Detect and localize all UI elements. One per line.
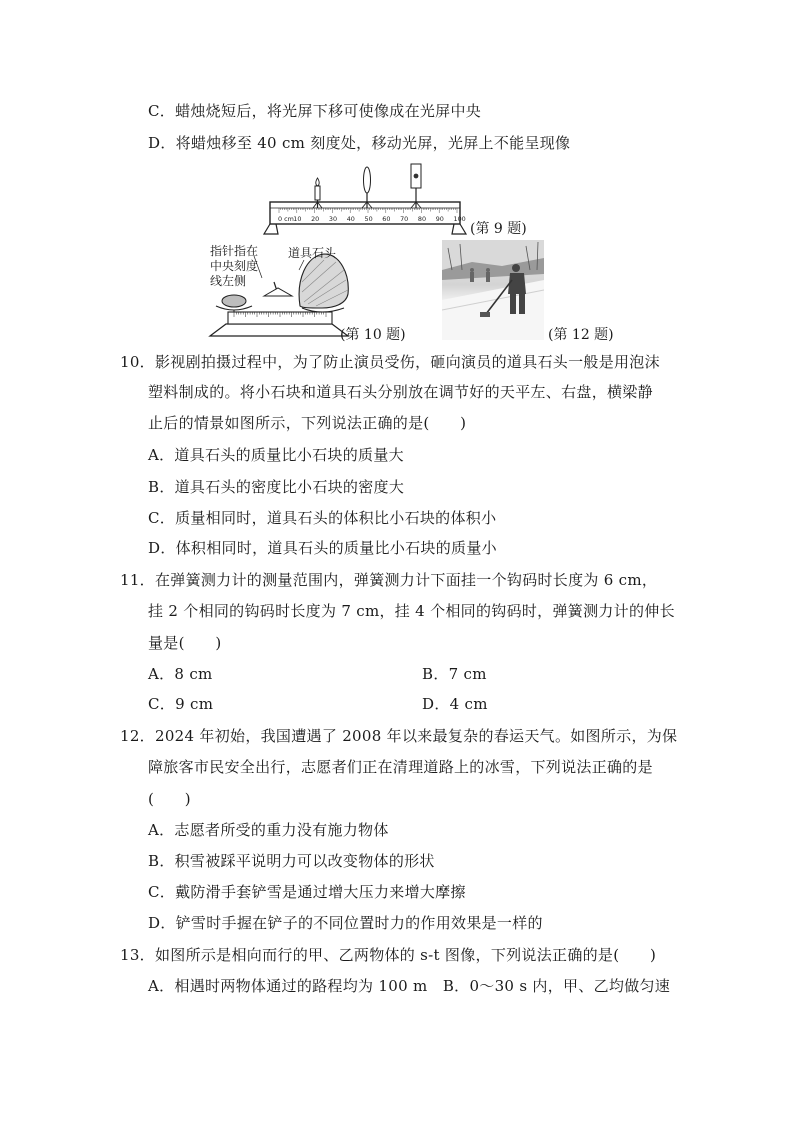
q12-option-a: A．志愿者所受的重力没有施力物体 xyxy=(148,821,389,839)
q9-option-c: C．蜡烛烧短后，将光屏下移可使像成在光屏中央 xyxy=(148,102,482,120)
pointer-label-line2: 中央刻度 xyxy=(210,259,259,273)
bench-label-4: 40 xyxy=(346,215,355,223)
bench-label-1: 10 xyxy=(293,215,302,223)
bench-label-10: 100 xyxy=(453,215,466,223)
bench-label-6: 60 xyxy=(382,215,391,223)
snow-clearing-photo xyxy=(442,240,544,340)
prop-stone-label: 道具石头 xyxy=(288,246,337,260)
q10-option-d: D．体积相同时，道具石头的质量比小石块的质量小 xyxy=(148,539,497,557)
figure-10-caption: (第 10 题) xyxy=(340,327,406,343)
q10-stem-line1: 10．影视剧拍摄过程中，为了防止演员受伤，砸向演员的道具石头一般是用泡沫 xyxy=(120,353,660,371)
q12-stem-line2: 障旅客市民安全出行，志愿者们正在清理道路上的冰雪，下列说法正确的是 xyxy=(148,758,653,776)
optical-bench-figure xyxy=(262,160,472,240)
bench-label-2: 20 xyxy=(311,215,320,223)
pointer-label-line3: 线左侧 xyxy=(210,274,247,288)
q11-stem-line2: 挂 2 个相同的钩码时长度为 7 cm，挂 4 个相同的钩码时，弹簧测力计的伸长 xyxy=(148,602,675,620)
q12-stem-line3: ( ) xyxy=(148,790,191,808)
bench-label-7: 70 xyxy=(400,215,409,223)
q9-option-d: D．将蜡烛移至 40 cm 刻度处，移动光屏，光屏上不能呈现像 xyxy=(148,134,571,152)
figure-12-caption: (第 12 题) xyxy=(548,327,614,343)
q11-option-c: C．9 cm xyxy=(148,695,214,713)
q12-option-d: D．铲雪时手握在铲子的不同位置时力的作用效果是一样的 xyxy=(148,914,543,932)
bench-label-8: 80 xyxy=(417,215,427,223)
bench-label-9: 90 xyxy=(435,215,444,223)
q11-stem-line1: 11．在弹簧测力计的测量范围内，弹簧测力计下面挂一个钩码时长度为 6 cm， xyxy=(120,571,658,589)
bench-label-0: 0 cm xyxy=(278,215,294,223)
pointer-label-line1: 指针指在 xyxy=(210,244,259,258)
q11-option-b: B．7 cm xyxy=(422,665,487,683)
q12-stem-line1: 12．2024 年初始，我国遭遇了 2008 年以来最复杂的春运天气。如图所示，为保 xyxy=(120,727,678,745)
q13-stem: 13．如图所示是相向而行的甲、乙两物体的 s-t 图像，下列说法正确的是( ) xyxy=(120,946,657,964)
small-stone xyxy=(222,295,246,307)
bench-label-3: 30 xyxy=(328,215,338,223)
q12-option-c: C．戴防滑手套铲雪是通过增大压力来增大摩擦 xyxy=(148,883,466,901)
q12-option-b: B．积雪被踩平说明力可以改变物体的形状 xyxy=(148,852,435,870)
figure-9-caption: (第 9 题) xyxy=(470,221,527,237)
q10-option-a: A．道具石头的质量比小石块的质量大 xyxy=(148,446,404,464)
q10-stem-line3: 止后的情景如图所示，下列说法正确的是( ) xyxy=(148,414,467,432)
q11-stem-line3: 量是( ) xyxy=(148,634,222,652)
q11-option-d: D．4 cm xyxy=(422,695,488,713)
q10-option-c: C．质量相同时，道具石头的体积比小石块的体积小 xyxy=(148,509,497,527)
q10-stem-line2: 塑料制成的。将小石块和道具石头分别放在调节好的天平左、右盘，横梁静 xyxy=(148,383,653,401)
q10-option-b: B．道具石头的密度比小石块的密度大 xyxy=(148,478,405,496)
q13-options-line: A．相遇时两物体通过的路程均为 100 m B．0～30 s 内，甲、乙均做匀速 xyxy=(148,977,671,995)
bench-label-5: 50 xyxy=(364,215,373,223)
q11-option-a: A．8 cm xyxy=(148,665,213,683)
